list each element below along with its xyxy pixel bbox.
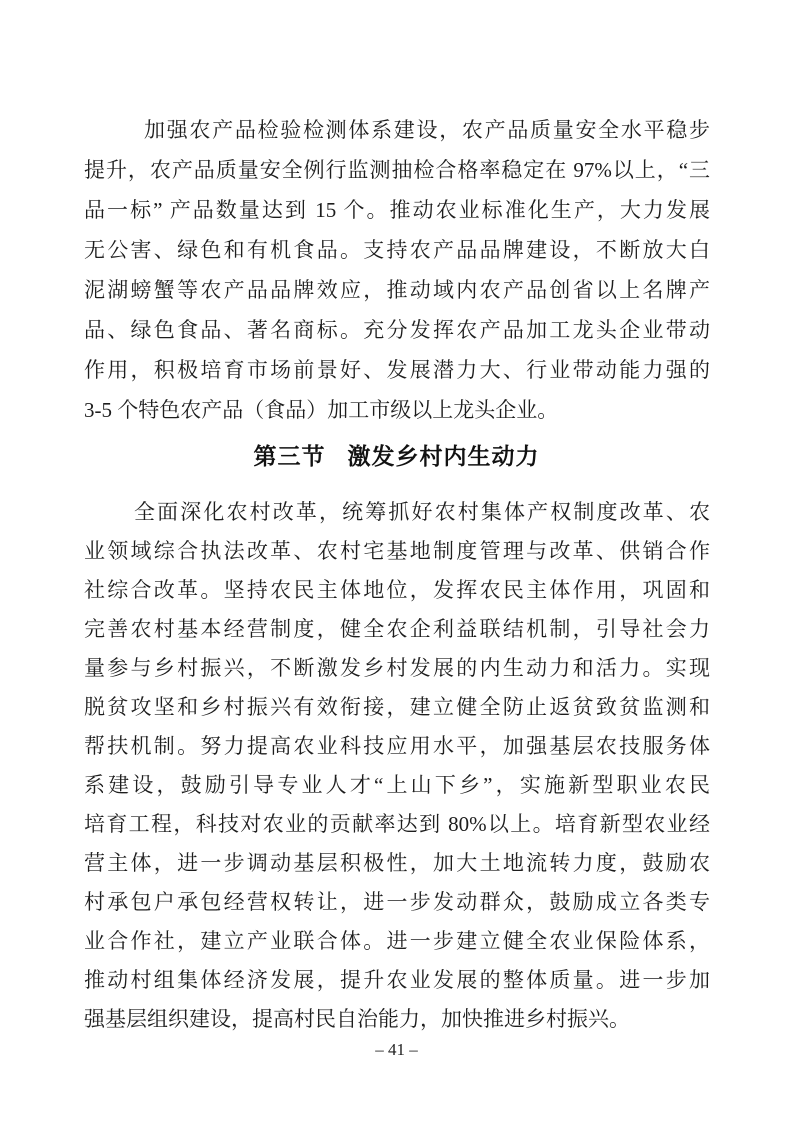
paragraph-line: 完善农村基本经营制度，健全农企利益联结机制，引导社会力 [84, 617, 710, 641]
paragraph-line: 品一标” 产品数量达到 15 个。推动农业标准化生产，大力发展 [84, 198, 710, 222]
paragraph-line: 无公害、绿色和有机食品。支持农产品品牌建设，不断放大白 [84, 238, 710, 262]
paragraph-rural-reform [84, 493, 710, 1039]
paragraph-line: 培育工程，科技对农业的贡献率达到 80%以上。培育新型农业经 [84, 812, 710, 836]
paragraph-line: 作用，积极培育市场前景好、发展潜力大、行业带动能力强的 [84, 358, 710, 382]
paragraph-line: 强基层组织建设，提高村民自治能力，加快推进乡村振兴。 [84, 1007, 630, 1031]
paragraph-line: 业合作社，建立产业联合体。进一步建立健全农业保险体系， [84, 929, 710, 953]
paragraph-line: 社综合改革。坚持农民主体地位，发挥农民主体作用，巩固和 [84, 578, 710, 602]
paragraph-line: 量参与乡村振兴，不断激发乡村发展的内生动力和活力。实现 [84, 656, 710, 680]
paragraph-agricultural-quality [84, 110, 710, 430]
paragraph-line: 3-5 个特色农产品（食品）加工市级以上龙头企业。 [84, 398, 559, 422]
section-heading-title: 激发乡村内生动力 [347, 443, 540, 469]
paragraph-line: 泥湖螃蟹等农产品品牌效应，推动域内农产品创省以上名牌产 [84, 278, 710, 302]
paragraph-line: 业领域综合执法改革、农村宅基地制度管理与改革、供销合作 [84, 539, 710, 563]
section-heading-number: 第三节 [253, 443, 326, 469]
paragraph-line: 提升，农产品质量安全例行监测抽检合格率稳定在 97%以上，“三 [84, 158, 710, 182]
paragraph-line: 全面深化农村改革，统筹抓好农村集体产权制度改革、农 [134, 500, 710, 524]
paragraph-line: 村承包户承包经营权转让，进一步发动群众，鼓励成立各类专 [84, 890, 710, 914]
paragraph-line: 营主体，进一步调动基层积极性，加大土地流转力度，鼓励农 [84, 851, 710, 875]
paragraph-line: 推动村组集体经济发展，提升农业发展的整体质量。进一步加 [84, 968, 710, 992]
paragraph-line: 帮扶机制。努力提高农业科技应用水平，加强基层农技服务体 [84, 734, 710, 758]
page-number: – 41 – [375, 1040, 418, 1059]
paragraph-line: 脱贫攻坚和乡村振兴有效衔接，建立健全防止返贫致贫监测和 [84, 695, 710, 719]
section-heading [0, 441, 793, 471]
paragraph-line: 品、绿色食品、著名商标。充分发挥农产品加工龙头企业带动 [84, 318, 710, 342]
paragraph-line: 加强农产品检验检测体系建设，农产品质量安全水平稳步 [144, 118, 710, 142]
paragraph-line: 系建设，鼓励引导专业人才“上山下乡”，实施新型职业农民 [84, 773, 710, 797]
